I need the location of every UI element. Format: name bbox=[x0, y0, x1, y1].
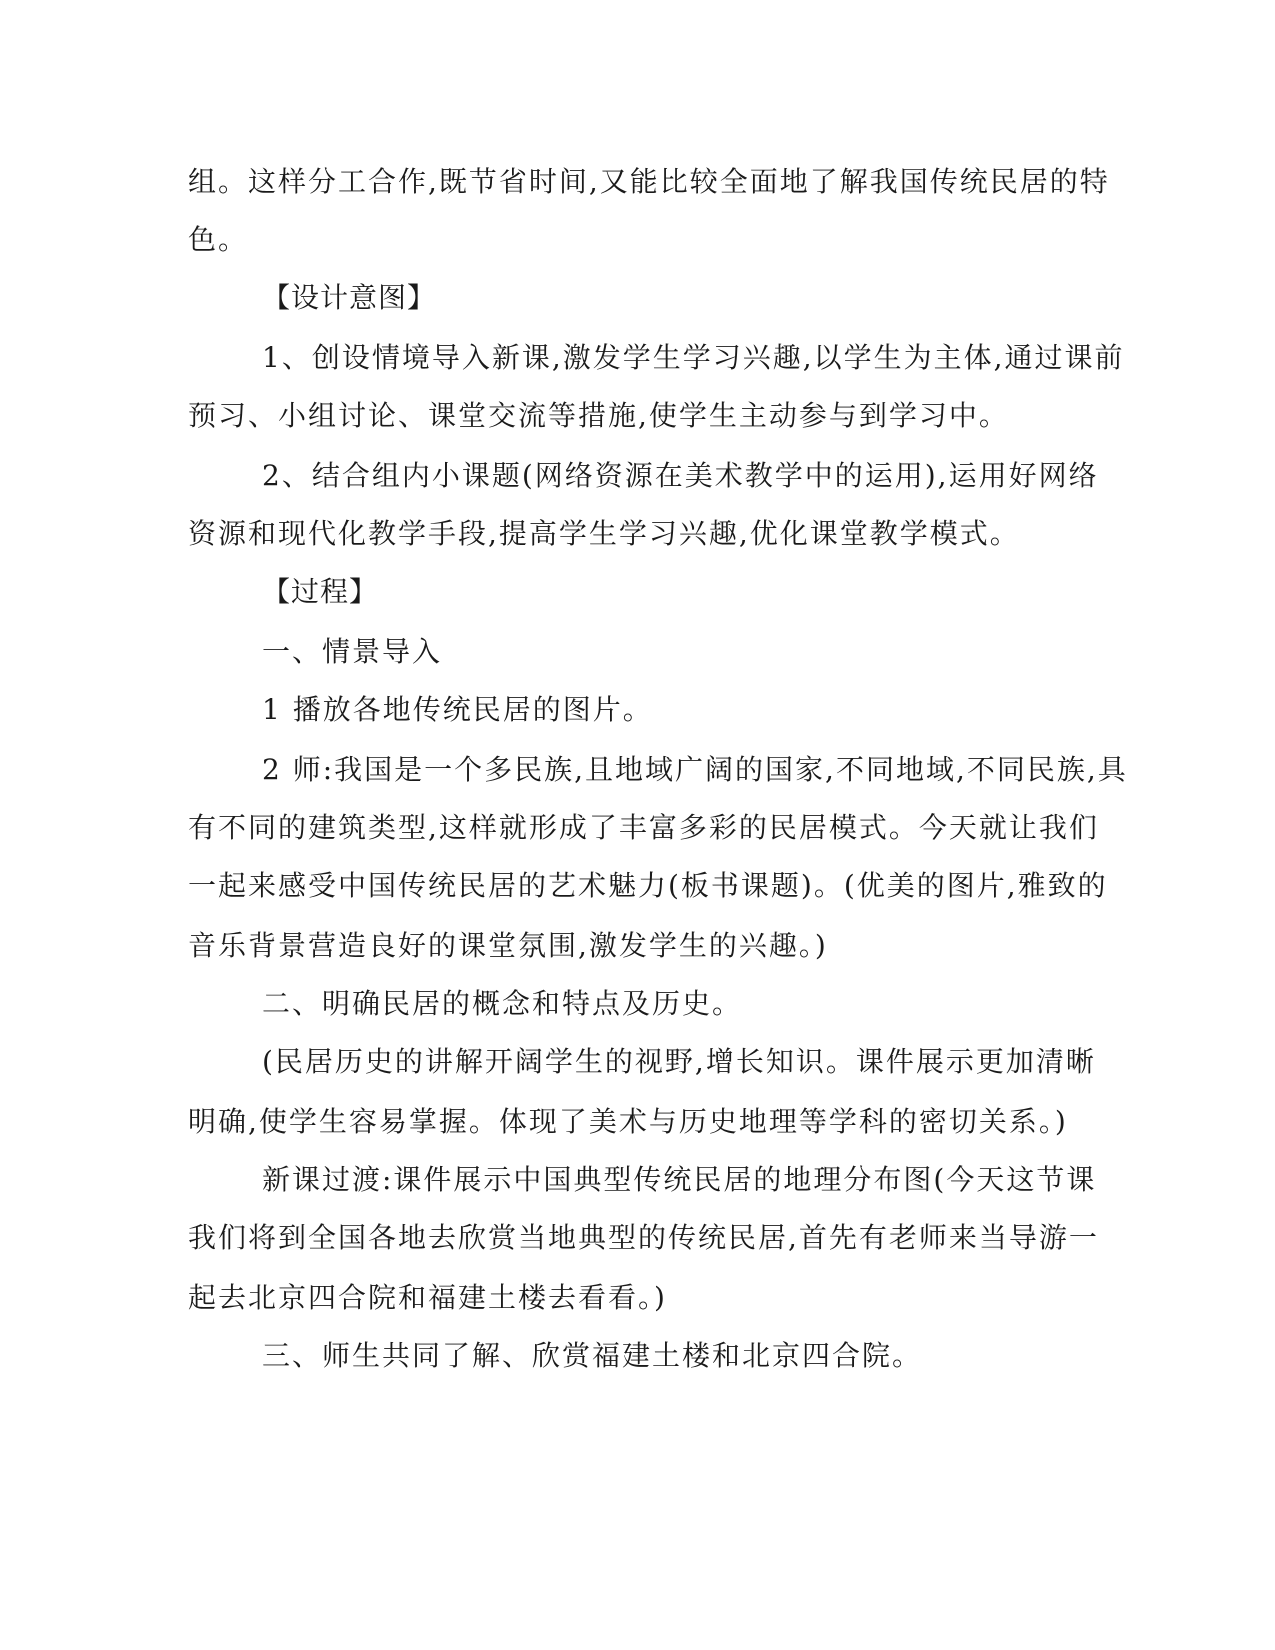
text-line: 音乐背景营造良好的课堂氛围,激发学生的兴趣。) bbox=[188, 929, 828, 962]
text-line: 2 师:我国是一个多民族,且地域广阔的国家,不同地域,不同民族,具 bbox=[262, 753, 1128, 786]
text-line: 1、创设情境导入新课,激发学生学习兴趣,以学生为主体,通过课前 bbox=[262, 341, 1125, 374]
text-line: 一起来感受中国传统民居的艺术魅力(板书课题)。(优美的图片,雅致的 bbox=[188, 869, 1108, 902]
text-line: 一、情景导入 bbox=[262, 635, 443, 668]
text-line: 二、明确民居的概念和特点及历史。 bbox=[262, 987, 743, 1020]
text-line: 三、师生共同了解、欣赏福建土楼和北京四合院。 bbox=[262, 1339, 923, 1372]
text-line: 2、结合组内小课题(网络资源在美术教学中的运用),运用好网络 bbox=[262, 459, 1099, 492]
text-line: 新课过渡:课件展示中国典型传统民居的地理分布图(今天这节课 bbox=[262, 1163, 1097, 1196]
text-line: 预习、小组讨论、课堂交流等措施,使学生主动参与到学习中。 bbox=[188, 399, 1009, 432]
text-line: (民居历史的讲解开阔学生的视野,增长知识。课件展示更加清晰 bbox=[262, 1045, 1096, 1078]
text-line: 资源和现代化教学手段,提高学生学习兴趣,优化课堂教学模式。 bbox=[188, 517, 1020, 550]
text-line: 组。这样分工合作,既节省时间,又能比较全面地了解我国传统民居的特 bbox=[188, 165, 1110, 198]
text-line: 我们将到全国各地去欣赏当地典型的传统民居,首先有老师来当导游一 bbox=[188, 1221, 1099, 1254]
text-line: 1 播放各地传统民居的图片。 bbox=[262, 693, 653, 726]
text-line: 有不同的建筑类型,这样就形成了丰富多彩的民居模式。今天就让我们 bbox=[188, 811, 1099, 844]
text-line: 明确,使学生容易掌握。体现了美术与历史地理等学科的密切关系。) bbox=[188, 1105, 1068, 1138]
section-heading: 【过程】 bbox=[262, 575, 379, 608]
section-heading: 【设计意图】 bbox=[262, 281, 437, 314]
text-line: 色。 bbox=[188, 223, 249, 256]
text-line: 起去北京四合院和福建土楼去看看。) bbox=[188, 1281, 667, 1314]
